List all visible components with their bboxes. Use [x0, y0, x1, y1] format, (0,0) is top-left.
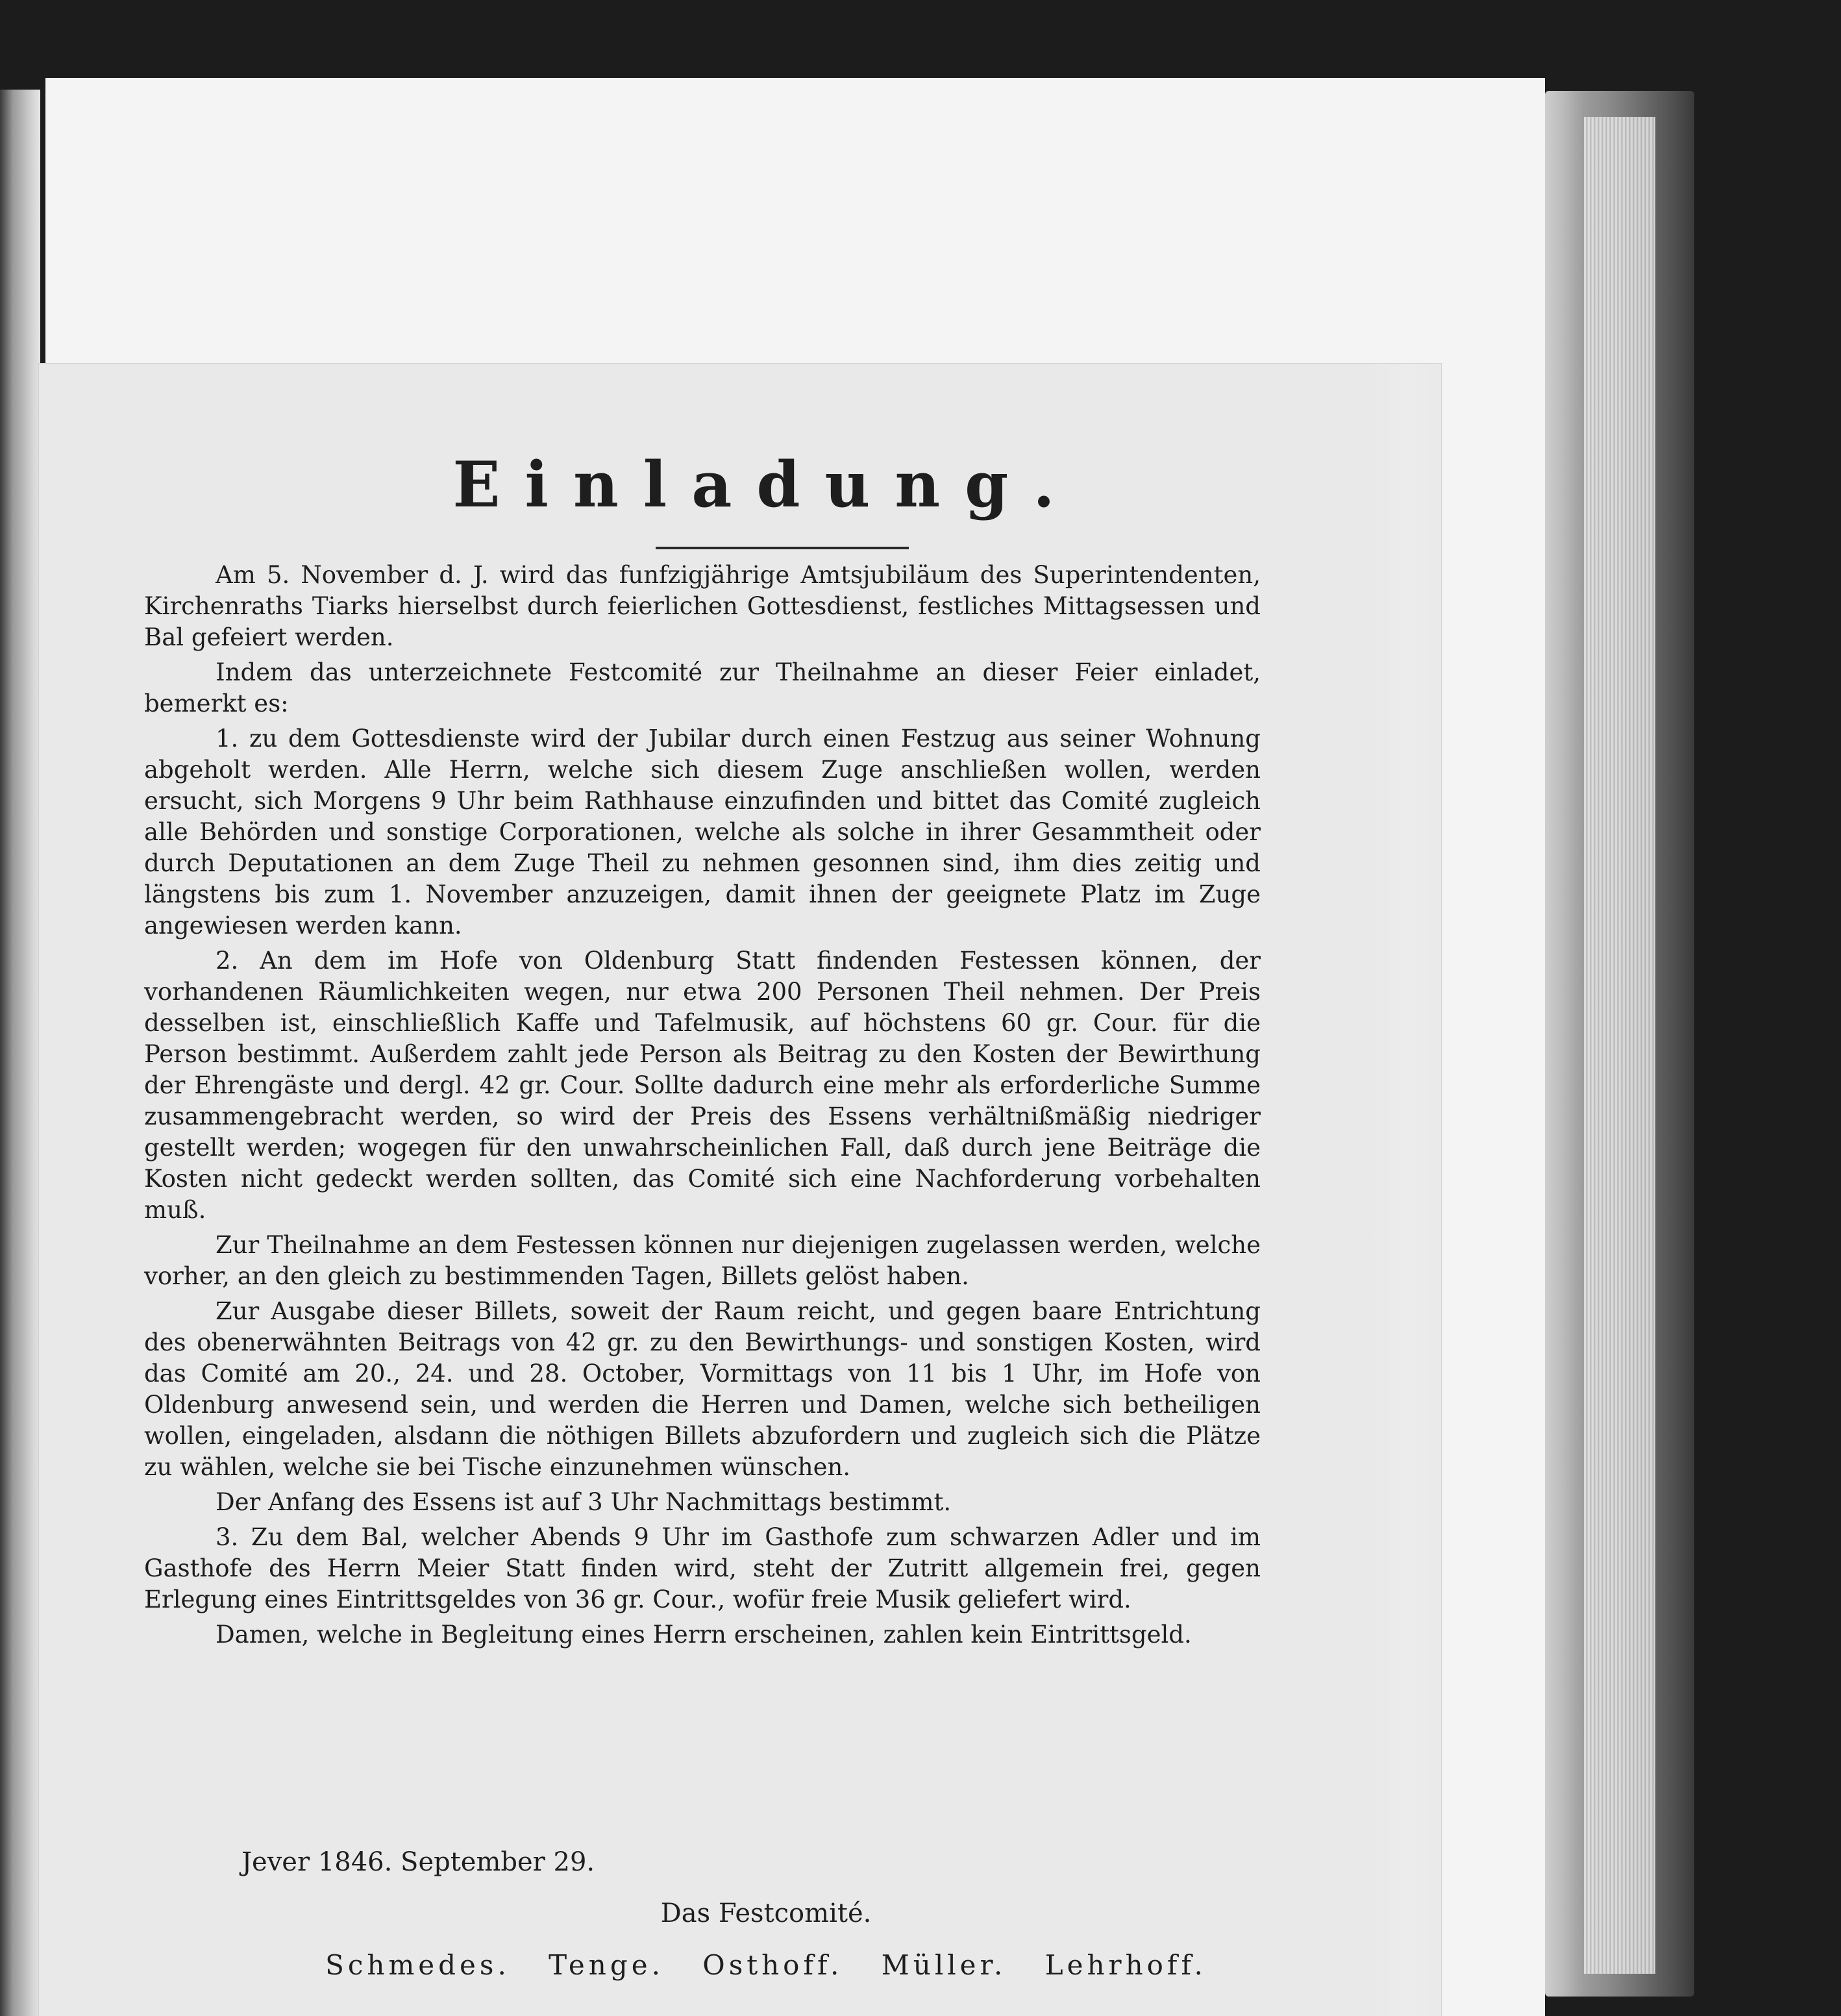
document-title: Einladung.	[452, 448, 1080, 521]
signatories: Schmedes. Tenge. Osthoff. Müller. Lehrhoff.	[325, 1949, 1207, 1981]
paragraph-meal-start: Der Anfang des Essens ist auf 3 Uhr Nachmittags bestimmt.	[216, 1488, 952, 1516]
committee-label: Das Festcomité.	[660, 1898, 872, 1928]
paragraph-participation: Zur Theilnahme an dem Festessen können nur diejenigen zugelassen werden, welche vorher, an den gleich zu bestimmenden Tagen, Billets gelöst haben.	[144, 1231, 1261, 1290]
notice-torn-edge	[1370, 364, 1448, 2016]
paragraph-intro: Am 5. November d. J. wird das funfzigjährige Amtsjubiläum des Superintendenten, Kirchenraths Tiarks hierselbst durch feierlichen Gottesdienst, festliches Mittagsessen und Bal gefeiert werden.	[144, 561, 1261, 651]
paragraph-ladies: Damen, welche in Begleitung eines Herrn erscheinen, zahlen kein Eintrittsgeld.	[216, 1621, 1192, 1649]
notice-body	[144, 560, 1261, 1654]
book-page-edges	[1584, 117, 1655, 1974]
paragraph-point-2: 2. An dem im Hofe von Oldenburg Statt findenden Festessen können, der vorhandenen Räumlichkeiten wegen, nur etwa 200 Personen Theil nehmen. Der Preis desselben ist, einschließlich Kaffe und Tafelmusik, auf höchstens 60 gr. Cour. für die Person bestimmt. Außerdem zahlt jede Person als Beitrag zu den Kosten der Bewirthung der Ehrengäste und dergl. 42 gr. Cour. Sollte dadurch eine mehr als erforderliche Summe zusammengebracht werden, so wird der Preis des Essens verhältnißmäßig niedriger gestellt werden; wogegen für den unwahrscheinlichen Fall, daß durch jene Beiträge die Kosten nicht gedeckt werden sollten, das Comité sich eine Nachforderung vorbehalten muß.	[144, 947, 1261, 1224]
paragraph-committee-notice: Indem das unterzeichnete Festcomité zur Theilnahme an dieser Feier einladet, bemerkt es:	[144, 658, 1261, 717]
left-book-page	[0, 90, 40, 2016]
title-underline	[656, 547, 909, 549]
paragraph-point-1: 1. zu dem Gottesdienste wird der Jubilar durch einen Festzug aus seiner Wohnung abgeholt werden. Alle Herrn, welche sich diesem Zuge anschließen wollen, werden ersucht, sich Morgens 9 Uhr beim Rathhause einzufinden und bittet das Comité zugleich alle Behörden und sonstige Corporationen, welche als solche in ihrer Gesammtheit oder durch Deputationen an dem Zuge Theil zu nehmen gesonnen sind, ihm dies zeitig und längstens bis zum 1. November anzuzeigen, damit ihnen der geeignete Platz im Zuge angewiesen werden kann.	[144, 725, 1261, 940]
date-line: Jever 1846. September 29.	[241, 1847, 595, 1877]
paragraph-point-3: 3. Zu dem Bal, welcher Abends 9 Uhr im Gasthofe zum schwarzen Adler und im Gasthofe des Herrn Meier Statt finden wird, steht der Zutritt allgemein frei, gegen Erlegung eines Eintrittsgeldes von 36 gr. Cour., wofür freie Musik geliefert wird.	[144, 1523, 1261, 1613]
paragraph-tickets: Zur Ausgabe dieser Billets, soweit der Raum reicht, und gegen baare Entrichtung des obenerwähnten Beitrags von 42 gr. zu den Bewirthungs- und sonstigen Kosten, wird das Comité am 20., 24. und 28. October, Vormittags von 11 bis 1 Uhr, im Hofe von Oldenburg anwesend sein, und werden die Herren und Damen, welche sich betheiligen wollen, eingeladen, alsdann die nöthigen Billets abzufordern und zugleich sich die Plätze zu wählen, welche sie bei Tische einzunehmen wünschen.	[144, 1297, 1261, 1481]
